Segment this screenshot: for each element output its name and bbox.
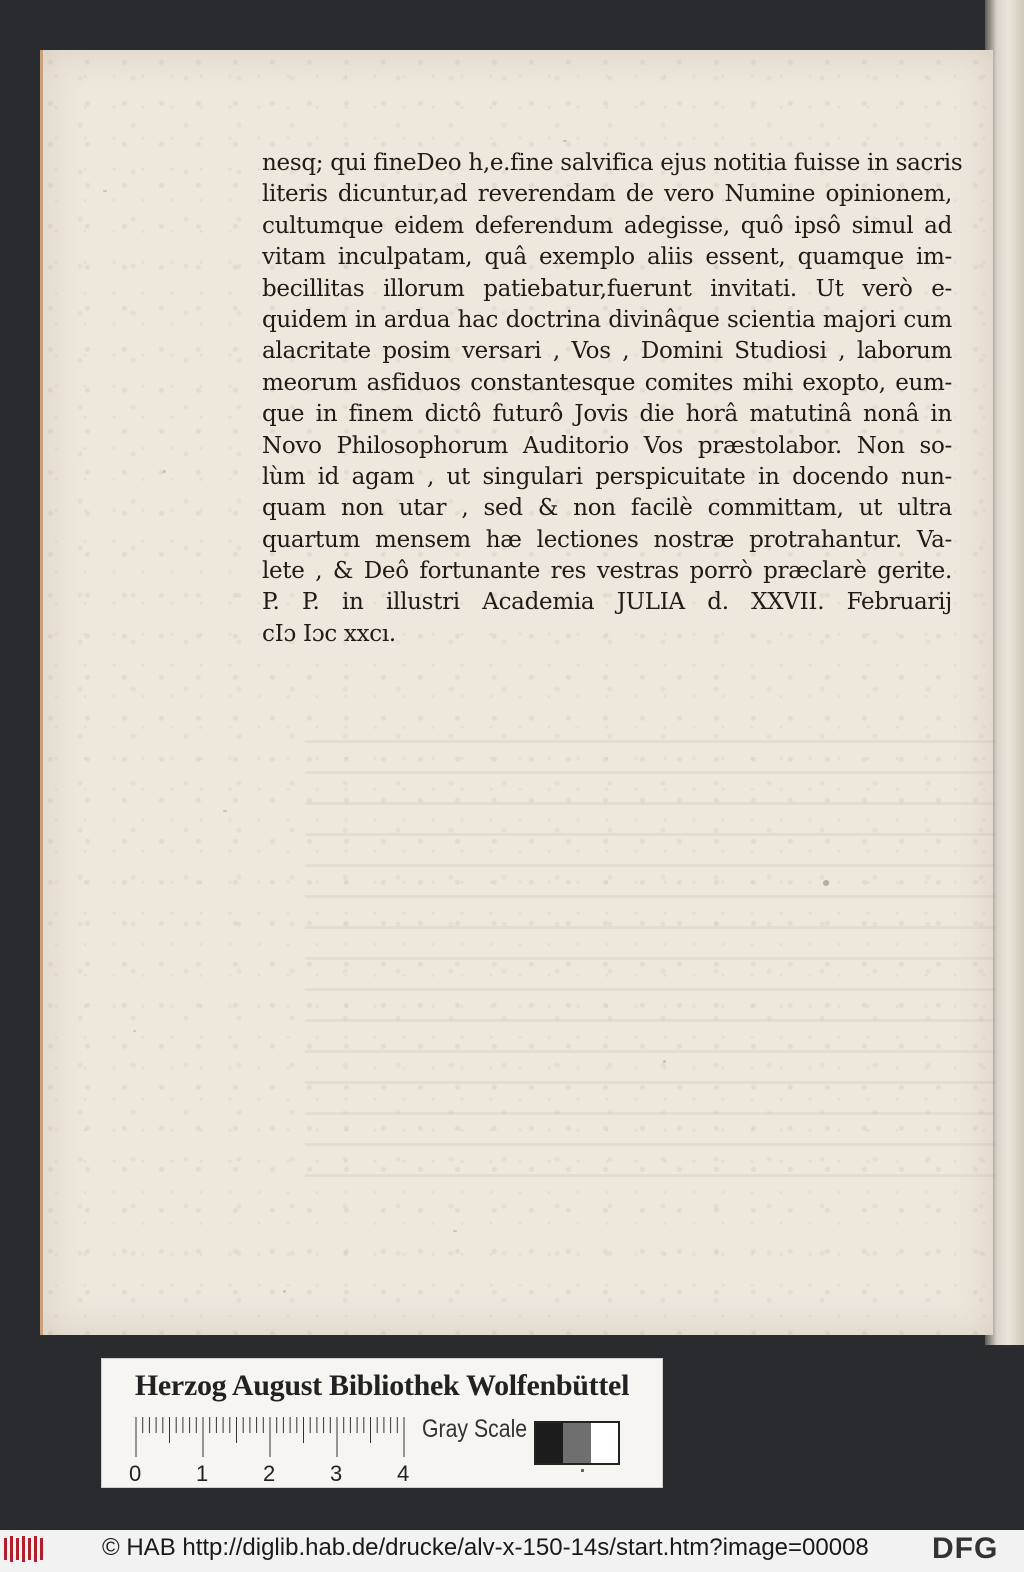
gray-scale-dot: [581, 1469, 584, 1472]
text-line: lùm id agam , ut singulari perspicuitate in docendo nun-: [262, 463, 952, 490]
ruler-number: 2: [263, 1461, 276, 1486]
library-name: Herzog August Bibliothek Wolfenbüttel: [134, 1369, 630, 1402]
text-line: vitam inculpatam, quâ exemplo aliis essent, quamque im-: [262, 244, 952, 271]
footer-bar: [0, 1530, 1024, 1572]
gray-swatch-mid: [563, 1423, 590, 1463]
text-line: nesq; qui fineDeo h,e.fine salvifica ejus notitia fuisse in sacris: [262, 150, 963, 176]
text-line: Novo Philosophorum Auditorio Vos præstolabor. Non so-: [262, 432, 952, 459]
copyright-link[interactable]: © HAB http://diglib.hab.de/drucke/alv-x-150-14s/start.htm?image=00008: [102, 1534, 869, 1561]
gray-scale-label: Gray Scale: [422, 1415, 528, 1443]
ruler-number: 1: [196, 1461, 209, 1486]
ruler-ticks: [135, 1417, 405, 1457]
text-line: P. P. in illustri Academia JULIA d. XXVII. Februarij: [262, 589, 952, 616]
text-line: becillitas illorum patiebatur,fuerunt invitati. Ut verò e-: [262, 275, 952, 302]
gray-swatch-white: [591, 1423, 618, 1463]
library-scale-card: [101, 1358, 663, 1488]
ruler-scale: [135, 1417, 405, 1457]
gray-scale-swatches: [534, 1421, 620, 1465]
text-line: alacritate posim versari , Vos , Domini Studiosi , laborum: [262, 338, 952, 365]
show-through-text: [305, 740, 995, 1200]
gray-swatch-dark: [536, 1423, 563, 1463]
text-line: lete , & Deô fortunante res vestras porrò præclarè gerite.: [262, 558, 952, 585]
text-line: quartum mensem hæ lectiones nostræ protrahantur. Va-: [262, 526, 952, 553]
text-line: quidem in ardua hac doctrina divinâque scientia majori cum: [262, 306, 952, 333]
text-line-date: cIɔ Iɔc xxcı.: [262, 620, 396, 647]
latin-text-block: [262, 148, 963, 650]
dfg-logo: DFG: [932, 1532, 999, 1565]
text-line: quam non utar , sed & non facilè committam, ut ultra: [262, 495, 952, 522]
text-line: literis dicuntur,ad reverendam de vero Numine opinionem,: [262, 181, 952, 208]
text-line: que in finem dictô futurô Jovis die horâ matutinâ nonâ in: [262, 401, 952, 428]
text-line: meorum asfiduos constantesque comites mihi exopto, eum-: [262, 369, 952, 396]
ruler-number: 4: [397, 1461, 410, 1486]
ruler-number: 0: [129, 1461, 142, 1486]
text-line: cultumque eidem deferendum adegisse, quô ipsô simul ad: [262, 212, 952, 239]
barcode-logo-icon: [2, 1534, 46, 1564]
ruler-number: 3: [330, 1461, 343, 1486]
